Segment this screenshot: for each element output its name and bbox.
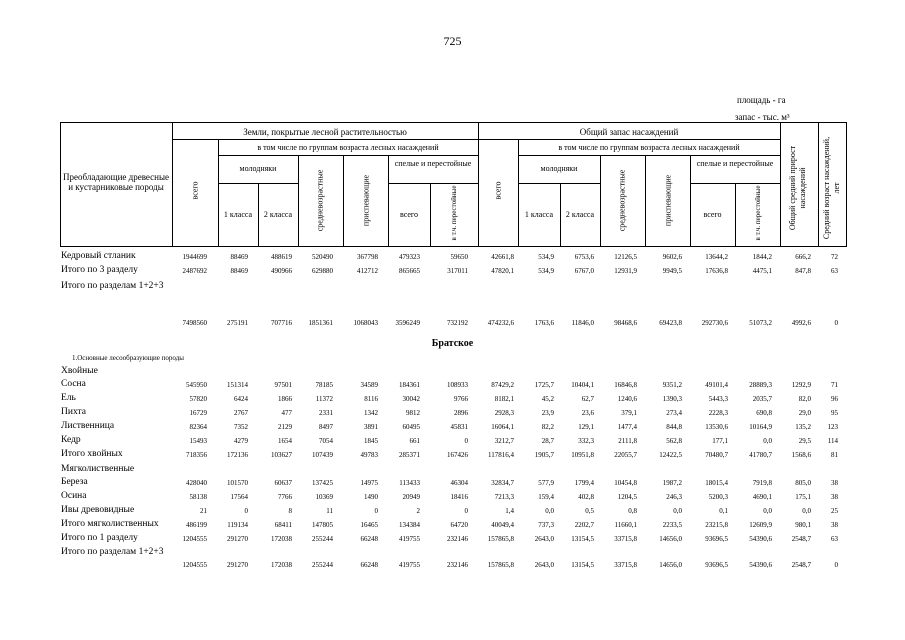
table-cell: 291270 [227, 561, 248, 569]
table-cell: 60495 [402, 423, 420, 431]
table-cell: 16465 [360, 521, 378, 529]
table-cell: 2767 [234, 409, 248, 417]
table-cell: 113433 [399, 479, 420, 487]
table-cell: 82,2 [541, 423, 554, 431]
header-maturing-stock: приспевающие [663, 174, 673, 227]
table-cell: 732192 [447, 319, 468, 327]
table-cell: 8182,1 [494, 395, 514, 403]
table-cell: 6753,6 [574, 253, 594, 261]
table-cell: 5200,3 [708, 493, 728, 501]
header-species: Преобладающие древесные и кустарниковые породы [63, 172, 169, 192]
table-cell: 59650 [450, 253, 468, 261]
table-cell: 9351,2 [662, 381, 682, 389]
table-cell: 33715,8 [614, 561, 637, 569]
table-cell: 232146 [447, 561, 468, 569]
table-cell: 0,1 [719, 507, 728, 515]
table-cell: 0,0 [763, 437, 772, 445]
header-total-area: всего [190, 181, 200, 200]
table-cell: 13644,2 [705, 253, 728, 261]
table-cell: 23,6 [581, 409, 594, 417]
table-cell: 0,0 [673, 507, 682, 515]
table-cell: 9766 [454, 395, 468, 403]
table-cell: 562,8 [666, 437, 682, 445]
table-cell: 2548,7 [791, 561, 811, 569]
table-cell: 41780,7 [749, 451, 772, 459]
table-cell: 2233,5 [662, 521, 682, 529]
table-cell: 805,0 [795, 479, 811, 487]
row-label: Итого по разделам 1+2+3 [61, 547, 164, 557]
row-label: Лиственница [61, 421, 115, 431]
header-class1-stock: 1 класса [524, 210, 554, 219]
header-covered-land: Земли, покрытые лесной растительностью [243, 127, 407, 137]
table-cell: 29,5 [798, 437, 811, 445]
table-cell: 379,1 [621, 409, 637, 417]
table-cell: 534,9 [538, 253, 554, 261]
header-overmature-stock: в т.ч. перестойные [754, 185, 762, 241]
table-cell: 13530,6 [705, 423, 728, 431]
table-cell: 1390,3 [662, 395, 682, 403]
table-cell: 45,2 [541, 395, 554, 403]
header-class2-stock: 2 класса [565, 210, 595, 219]
table-cell: 16729 [189, 409, 207, 417]
table-cell: 7766 [278, 493, 292, 501]
table-cell: 17636,8 [705, 267, 728, 275]
table-cell: 7352 [234, 423, 248, 431]
table-cell: 0 [834, 319, 838, 327]
table-cell: 157865,8 [487, 535, 514, 543]
table-cell: 2487692 [182, 267, 207, 275]
table-cell: 1844,2 [752, 253, 772, 261]
table-cell: 70480,7 [705, 451, 728, 459]
table-cell: 474232,6 [487, 319, 514, 327]
table-cell: 54390,6 [749, 561, 772, 569]
table-cell: 0,8 [628, 507, 637, 515]
table-cell: 114 [827, 437, 838, 445]
section-subtitle: 1.Основные лесообразующие породы [72, 354, 184, 362]
table-cell: 28889,3 [749, 381, 772, 389]
table-cell: 10369 [315, 493, 333, 501]
table-cell: 2 [416, 507, 420, 515]
unit-area-label: площадь - га [737, 95, 786, 105]
table-cell: 33715,8 [614, 535, 637, 543]
table-cell: 255244 [312, 561, 333, 569]
table-cell: 82364 [189, 423, 207, 431]
table-cell: 8116 [364, 395, 378, 403]
table-cell: 4992,6 [791, 319, 811, 327]
row-label: Итого по 1 разделу [61, 533, 138, 543]
table-cell: 707716 [271, 319, 292, 327]
table-cell: 107439 [312, 451, 333, 459]
table-cell: 285371 [399, 451, 420, 459]
table-cell: 6424 [234, 395, 248, 403]
table-cell: 45831 [450, 423, 468, 431]
table-cell: 4475,1 [752, 267, 772, 275]
table-cell: 46304 [450, 479, 468, 487]
table-cell: 1845 [364, 437, 378, 445]
header-age-groups-area: в том числе по группам возраста лесных насаждений [257, 143, 439, 152]
table-cell: 49101,4 [705, 381, 728, 389]
table-cell: 1477,4 [617, 423, 637, 431]
header-avg-age: Средний возраст насаждений, лет [822, 136, 841, 240]
table-cell: 2643,0 [534, 535, 554, 543]
table-cell: 0,0 [763, 507, 772, 515]
table-cell: 428040 [186, 479, 207, 487]
table-cell: 1490 [364, 493, 378, 501]
table-cell: 93696,5 [705, 535, 728, 543]
table-cell: 629880 [312, 267, 333, 275]
table-cell: 96 [831, 395, 838, 403]
table-cell: 2129 [278, 423, 292, 431]
unit-stock-label: запас - тыс. м³ [735, 112, 790, 122]
header-maturing-area: приспевающие [361, 174, 371, 227]
table-cell: 13154,5 [571, 535, 594, 543]
table-cell: 23,9 [541, 409, 554, 417]
table-cell: 0,0 [802, 507, 811, 515]
table-cell: 95 [831, 409, 838, 417]
table-cell: 58138 [189, 493, 207, 501]
header-overmature-area: в т.ч. перестойные [450, 185, 458, 241]
row-label: Сосна [61, 379, 86, 389]
header-growth: Общий средний прирост насаждений [788, 145, 807, 231]
table-cell: 25 [831, 507, 838, 515]
table-cell: 534,9 [538, 267, 554, 275]
header-mature-total-area: всего [399, 210, 418, 219]
table-cell: 151314 [227, 381, 248, 389]
table-cell: 38 [831, 493, 838, 501]
table-cell: 23215,8 [705, 521, 728, 529]
table-cell: 93696,5 [705, 561, 728, 569]
table-cell: 60637 [274, 479, 292, 487]
header-mature-stock: спелые и перестойные [696, 159, 774, 168]
table-cell: 18416 [450, 493, 468, 501]
row-label: Осина [61, 491, 87, 501]
table-cell: 11 [326, 507, 333, 515]
header-total-stock-col: всего [493, 181, 503, 200]
table-cell: 7213,3 [494, 493, 514, 501]
table-cell: 21 [200, 507, 207, 515]
table-cell: 419755 [399, 535, 420, 543]
table-cell: 13154,5 [571, 561, 594, 569]
table-cell: 1905,7 [534, 451, 554, 459]
table-cell: 11372 [315, 395, 333, 403]
table-cell: 20949 [402, 493, 420, 501]
table-cell: 69423,8 [659, 319, 682, 327]
table-cell: 0,0 [545, 507, 554, 515]
table-cell: 865665 [399, 267, 420, 275]
table-cell: 2228,3 [708, 409, 728, 417]
table-cell: 980,1 [795, 521, 811, 529]
table-cell: 38 [831, 521, 838, 529]
table-cell: 246,3 [666, 493, 682, 501]
table-cell: 14656,0 [659, 535, 682, 543]
group-label-softwood: Мягколиственные [61, 464, 135, 474]
table-cell: 14656,0 [659, 561, 682, 569]
table-cell: 1204555 [182, 535, 207, 543]
table-cell: 545950 [186, 381, 207, 389]
table-cell: 16846,8 [614, 381, 637, 389]
table-cell: 47820,1 [491, 267, 514, 275]
table-cell: 66248 [360, 561, 378, 569]
header-middle-stock: средневозрастные [617, 169, 627, 232]
table-cell: 101570 [227, 479, 248, 487]
table-cell: 64720 [450, 521, 468, 529]
table-cell: 292730,6 [701, 319, 728, 327]
header-mature-area: спелые и перестойные [394, 159, 472, 168]
table-cell: 1654 [278, 437, 292, 445]
header-class2-area: 2 класса [263, 210, 293, 219]
table-cell: 1240,6 [617, 395, 637, 403]
table-cell: 49783 [360, 451, 378, 459]
table-cell: 232146 [447, 535, 468, 543]
table-cell: 7919,8 [752, 479, 772, 487]
table-cell: 87429,2 [491, 381, 514, 389]
table-cell: 9602,6 [662, 253, 682, 261]
table-cell: 1944699 [182, 253, 207, 261]
table-cell: 18015,4 [705, 479, 728, 487]
table-cell: 129,1 [578, 423, 594, 431]
table-cell: 10454,8 [614, 479, 637, 487]
row-label: Итого мягколиственных [61, 519, 159, 529]
table-cell: 419755 [399, 561, 420, 569]
table-cell: 123 [827, 423, 838, 431]
table-cell: 3891 [364, 423, 378, 431]
table-cell: 275191 [227, 319, 248, 327]
table-cell: 10164,9 [749, 423, 772, 431]
table-cell: 1851361 [308, 319, 333, 327]
table-cell: 57820 [189, 395, 207, 403]
table-cell: 255244 [312, 535, 333, 543]
table-cell: 88469 [230, 267, 248, 275]
table-cell: 15493 [189, 437, 207, 445]
table-cell: 11846,0 [571, 319, 594, 327]
table-cell: 40049,4 [491, 521, 514, 529]
row-label: Кедровый стланик [61, 251, 136, 261]
table-cell: 488619 [271, 253, 292, 261]
table-cell: 42661,8 [491, 253, 514, 261]
table-cell: 1068043 [353, 319, 378, 327]
header-class1-area: 1 класса [223, 210, 253, 219]
table-cell: 17564 [230, 493, 248, 501]
table-cell: 1204555 [182, 561, 207, 569]
section-title: Братское [431, 338, 474, 349]
table-cell: 97501 [274, 381, 292, 389]
table-cell: 62,7 [581, 395, 594, 403]
row-label: Кедр [61, 435, 81, 445]
table-cell: 844,8 [666, 423, 682, 431]
table-cell: 273,4 [666, 409, 682, 417]
table-cell: 22055,7 [614, 451, 637, 459]
table-cell: 666,2 [795, 253, 811, 261]
table-cell: 119134 [227, 521, 248, 529]
table-cell: 2928,3 [494, 409, 514, 417]
table-cell: 157865,8 [487, 561, 514, 569]
table-cell: 490966 [271, 267, 292, 275]
table-cell: 0 [464, 437, 468, 445]
table-cell: 477 [281, 409, 292, 417]
table-cell: 167426 [447, 451, 468, 459]
header-middle-area: средневозрастные [315, 169, 325, 232]
header-young-stock: молодняки [540, 164, 578, 173]
table-cell: 7054 [319, 437, 333, 445]
table-cell: 66248 [360, 535, 378, 543]
table-cell: 172038 [271, 561, 292, 569]
table-cell: 1,4 [505, 507, 514, 515]
table-cell: 12126,5 [614, 253, 637, 261]
table-cell: 16064,1 [491, 423, 514, 431]
table-cell: 51073,2 [749, 319, 772, 327]
table-cell: 38 [831, 479, 838, 487]
table-cell: 690,8 [756, 409, 772, 417]
row-label: Пихта [61, 407, 86, 417]
table-cell: 68411 [274, 521, 292, 529]
page-number: 725 [443, 34, 462, 48]
table-cell: 134384 [399, 521, 420, 529]
table-cell: 1763,6 [534, 319, 554, 327]
table-cell: 63 [831, 267, 838, 275]
table-cell: 159,4 [538, 493, 554, 501]
table-cell: 98468,6 [614, 319, 637, 327]
table-cell: 1204,5 [617, 493, 637, 501]
table-cell: 12609,9 [749, 521, 772, 529]
table-cell: 737,3 [538, 521, 554, 529]
table-cell: 0 [464, 507, 468, 515]
table-cell: 0 [244, 507, 248, 515]
table-cell: 34589 [360, 381, 378, 389]
table-cell: 12931,9 [614, 267, 637, 275]
table-cell: 2331 [319, 409, 333, 417]
table-cell: 9812 [406, 409, 420, 417]
table-cell: 8 [288, 507, 292, 515]
table-cell: 1292,9 [791, 381, 811, 389]
table-cell: 6767,0 [574, 267, 594, 275]
table-cell: 2548,7 [791, 535, 811, 543]
table-cell: 4690,1 [752, 493, 772, 501]
table-cell: 1725,7 [534, 381, 554, 389]
table-cell: 10951,8 [571, 451, 594, 459]
table-cell: 577,9 [538, 479, 554, 487]
table-cell: 172136 [227, 451, 248, 459]
table-cell: 520490 [312, 253, 333, 261]
table-cell: 317011 [447, 267, 468, 275]
table-cell: 5443,3 [708, 395, 728, 403]
table-cell: 1799,4 [574, 479, 594, 487]
table-cell: 3596249 [395, 319, 420, 327]
table-cell: 332,3 [578, 437, 594, 445]
group-label-conifer: Хвойные [61, 366, 98, 376]
table-cell: 402,8 [578, 493, 594, 501]
table-cell: 81 [831, 451, 838, 459]
table-cell: 29,0 [798, 409, 811, 417]
table-cell: 479323 [399, 253, 420, 261]
header-age-groups-stock: в том числе по группам возраста лесных насаждений [558, 143, 740, 152]
row-label: Береза [61, 477, 88, 487]
table-cell: 847,8 [795, 267, 811, 275]
table-cell: 10404,1 [571, 381, 594, 389]
table-cell: 117816,4 [488, 451, 514, 459]
row-label: Ель [61, 393, 76, 403]
table-cell: 4279 [234, 437, 248, 445]
table-cell: 71 [831, 381, 838, 389]
table-cell: 2643,0 [534, 561, 554, 569]
table-cell: 103627 [271, 451, 292, 459]
table-cell: 367798 [357, 253, 378, 261]
table-cell: 1866 [278, 395, 292, 403]
table-cell: 661 [409, 437, 420, 445]
table-cell: 82,0 [798, 395, 811, 403]
table-cell: 108933 [447, 381, 468, 389]
table-cell: 137425 [312, 479, 333, 487]
header-mature-total-stock: всего [703, 210, 722, 219]
table-cell: 3212,7 [494, 437, 514, 445]
table-cell: 412712 [357, 267, 378, 275]
table-cell: 291270 [227, 535, 248, 543]
header-young-area: молодняки [239, 164, 277, 173]
table-cell: 1568,6 [791, 451, 811, 459]
table-cell: 28,7 [541, 437, 554, 445]
table-cell: 14975 [360, 479, 378, 487]
table-cell: 8497 [319, 423, 333, 431]
table-cell: 63 [831, 535, 838, 543]
table-cell: 177,1 [712, 437, 728, 445]
table-cell: 32834,7 [491, 479, 514, 487]
table-cell: 184361 [399, 381, 420, 389]
table-cell: 718356 [186, 451, 207, 459]
row-label: Ивы древовидные [61, 505, 135, 515]
table-cell: 2035,7 [752, 395, 772, 403]
table-cell: 2202,7 [574, 521, 594, 529]
table-cell: 2111,8 [618, 437, 637, 445]
table-cell: 54390,6 [749, 535, 772, 543]
table-cell: 2896 [454, 409, 468, 417]
row-label: Итого по 3 разделу [61, 265, 138, 275]
header-total-stock: Общий запас насаждений [579, 127, 679, 137]
table-cell: 12422,5 [659, 451, 682, 459]
table-cell: 1342 [364, 409, 378, 417]
table-cell: 147805 [312, 521, 333, 529]
table-cell: 78185 [315, 381, 333, 389]
table-cell: 0 [374, 507, 378, 515]
row-label: Итого по разделам 1+2+3 [61, 281, 164, 291]
table-cell: 88469 [230, 253, 248, 261]
table-cell: 1987,2 [662, 479, 682, 487]
table-cell: 11660,1 [614, 521, 637, 529]
table-cell: 30042 [402, 395, 420, 403]
table-cell: 0 [834, 561, 838, 569]
table-cell: 9949,5 [662, 267, 682, 275]
table-cell: 486199 [186, 521, 207, 529]
table-cell: 175,1 [795, 493, 811, 501]
row-label: Итого хвойных [61, 449, 123, 459]
table-cell: 135,2 [795, 423, 811, 431]
table-cell: 72 [831, 253, 838, 261]
table-cell: 172038 [271, 535, 292, 543]
table-cell: 7498560 [182, 319, 207, 327]
table-cell: 0,5 [585, 507, 594, 515]
